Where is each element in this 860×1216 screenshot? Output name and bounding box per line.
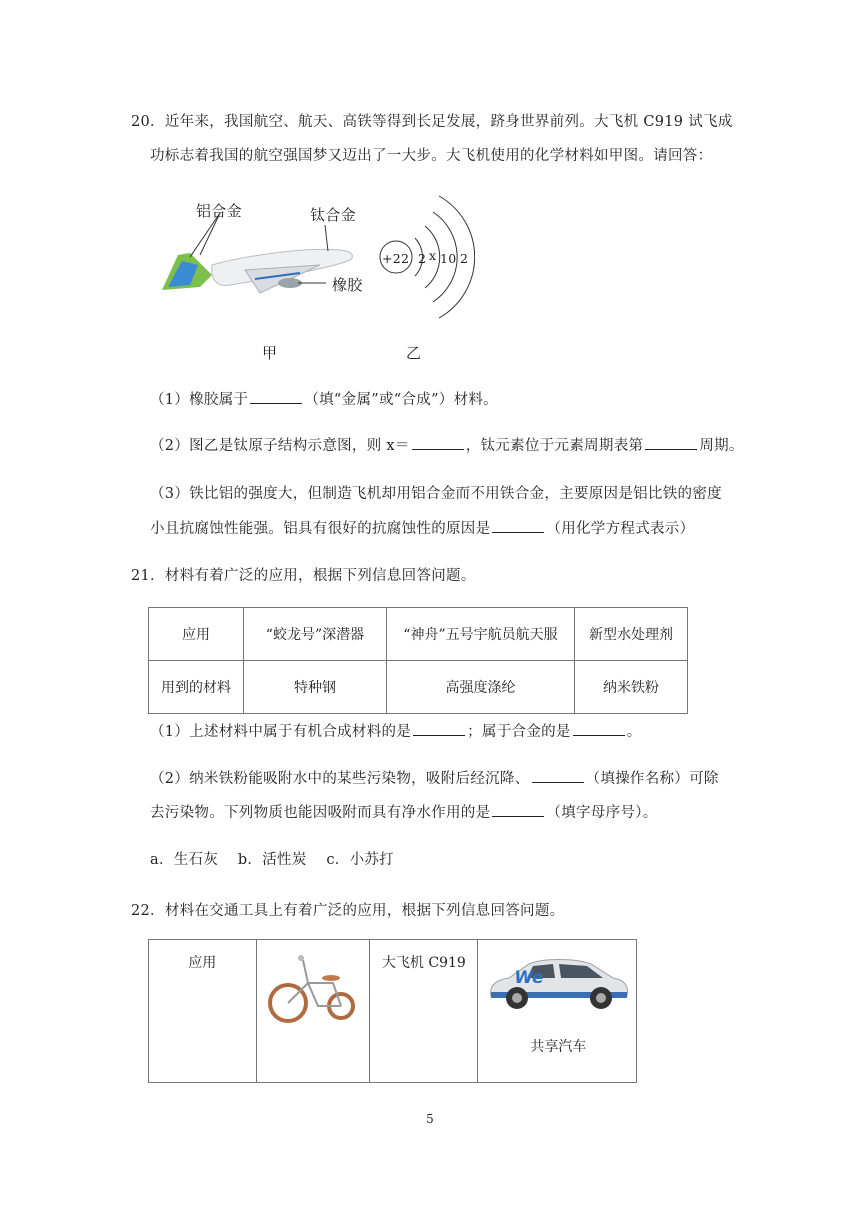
q21-part2-text-a: （2）纳米铁粉能吸附水中的某些污染物，吸附后经沉降、 <box>150 771 530 787</box>
q20-part2-text-b: ，钛元素位于元素周期表第 <box>465 438 644 454</box>
table-cell: “神舟”五号宇航员航天服 <box>386 608 574 661</box>
q22-transport-table <box>148 939 637 1083</box>
q21-options: a．生石灰 b．活性炭 c．小苏打 <box>150 852 394 868</box>
answer-blank[interactable] <box>250 389 302 404</box>
table-row <box>149 940 637 1083</box>
table-cell: 新型水处理剂 <box>575 608 688 661</box>
q21-part1 <box>150 721 642 742</box>
table-cell: “蛟龙号”深潜器 <box>244 608 387 661</box>
atom-shell-3: 10 <box>440 251 457 266</box>
atom-shell-4: 2 <box>460 251 469 266</box>
page-number: 5 <box>426 1112 434 1126</box>
table-cell: 大飞机 C919 <box>370 940 478 1083</box>
table-cell: 高强度涤纶 <box>386 661 574 714</box>
q20-part3-text-a: 小且抗腐蚀性能强。铝具有很好的抗腐蚀性的原因是 <box>150 521 491 537</box>
car-caption: 共享汽车 <box>530 1039 587 1055</box>
answer-blank[interactable] <box>412 435 464 450</box>
label-aluminum-alloy: 铝合金 <box>196 202 242 220</box>
q20-part3-line1: （3）铁比铝的强度大，但制造飞机却用铝合金而不用铁合金，主要原因是铝比铁的密度 <box>150 486 722 502</box>
figure-label-jia: 甲 <box>262 344 278 362</box>
bicycle-image-cell <box>256 940 370 1083</box>
table-cell: 特种钢 <box>244 661 387 714</box>
table-row <box>149 608 688 661</box>
car-image-cell <box>478 940 637 1083</box>
bicycle-icon <box>263 948 363 1028</box>
atom-shell-1: 2 <box>418 251 427 266</box>
q21-part2-line1 <box>150 768 719 789</box>
table-cell: 用到的材料 <box>149 661 244 714</box>
q20-line1: 20．近年来，我国航空、航天、高铁等得到长足发展，跻身世界前列。大飞机 C919 试飞成 <box>131 114 733 130</box>
q22-line1: 22．材料在交通工具上有着广泛的应用，根据下列信息回答问题。 <box>131 903 565 919</box>
q21-part2-text-d: （填字母序号）。 <box>546 805 658 821</box>
car-icon <box>483 952 633 1014</box>
q21-line1: 21．材料有着广泛的应用，根据下列信息回答问题。 <box>131 568 476 584</box>
answer-blank[interactable] <box>645 435 697 450</box>
table-cell: 应用 <box>149 608 244 661</box>
answer-blank[interactable] <box>492 518 544 533</box>
label-titanium-alloy: 钛合金 <box>310 206 356 224</box>
label-rubber: 橡胶 <box>332 276 363 294</box>
q20-part1-text-a: （1）橡胶属于 <box>150 392 249 408</box>
q20-part2-text-a: （2）图乙是钛原子结构示意图，则 x＝ <box>150 438 410 454</box>
answer-blank[interactable] <box>413 721 465 736</box>
q21-part1-text-b: ；属于合金的是 <box>467 724 571 740</box>
q20-part2-text-c: 周期。 <box>699 438 744 454</box>
q21-part2-text-b: （填操作名称）可除 <box>585 771 719 787</box>
q21-part2-line2 <box>150 802 658 823</box>
car-logo-text: We <box>514 968 544 988</box>
q20-part3-line2 <box>150 518 694 539</box>
q20-part3-text-b: （用化学方程式表示） <box>546 521 695 537</box>
table-cell: 纳米铁粉 <box>575 661 688 714</box>
atom-shell-2: x <box>429 248 437 263</box>
q20-part1-text-b: （填“金属”或“合成”）材料。 <box>304 392 498 408</box>
table-cell: 应用 <box>149 940 257 1083</box>
q21-part1-text-c: 。 <box>626 724 642 740</box>
q20-part1 <box>150 389 498 410</box>
table-row <box>149 661 688 714</box>
answer-blank[interactable] <box>492 802 544 817</box>
q21-part2-text-c: 去污染物。下列物质也能因吸附而具有净水作用的是 <box>150 805 491 821</box>
q20-part2 <box>150 435 744 456</box>
answer-blank[interactable] <box>573 721 625 736</box>
figure-label-yi: 乙 <box>406 344 422 362</box>
answer-blank[interactable] <box>532 768 584 783</box>
q21-part1-text-a: （1）上述材料中属于有机合成材料的是 <box>150 724 412 740</box>
q20-line2: 功标志着我国的航空强国梦又迈出了一大步。大飞机使用的化学材料如甲图。请回答： <box>150 148 713 164</box>
atom-nucleus: +22 <box>382 251 410 266</box>
q21-materials-table <box>148 607 688 714</box>
